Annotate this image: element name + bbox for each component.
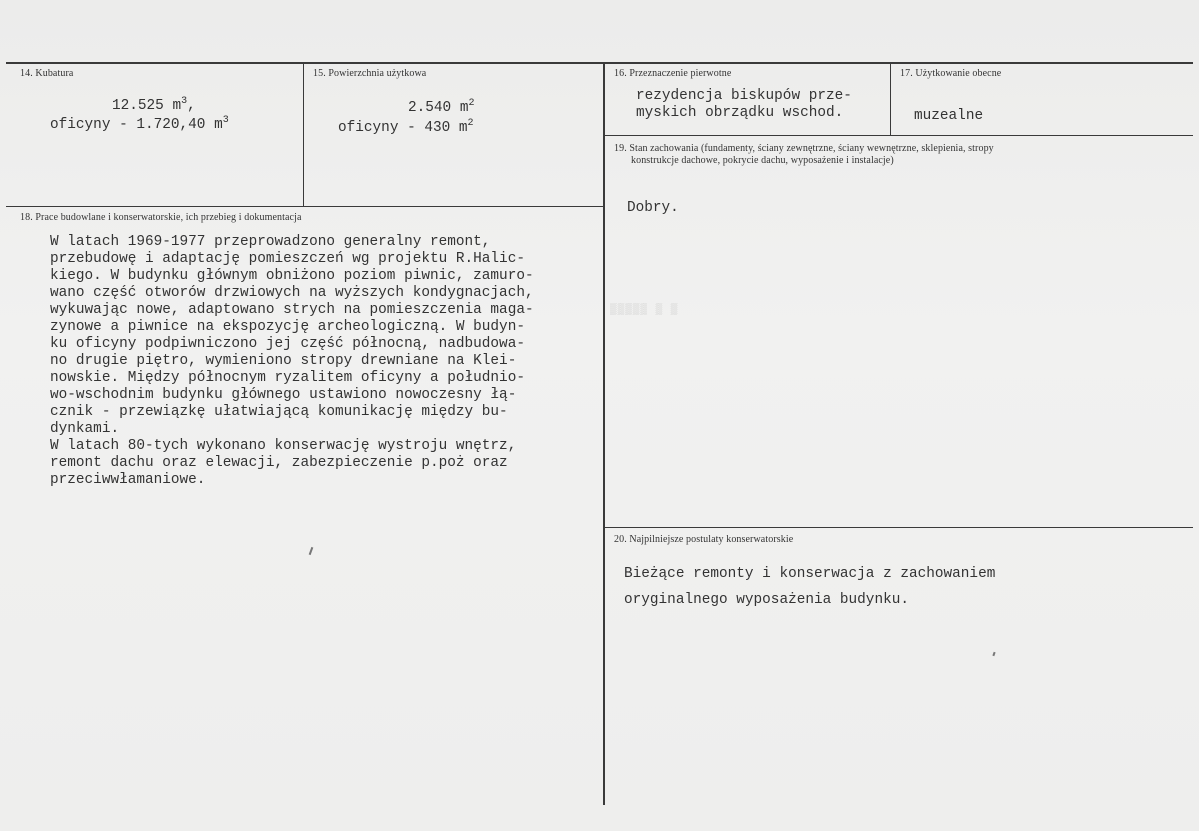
field-18-line: remont dachu oraz elewacji, zabezpieczenie p.poż oraz — [50, 455, 508, 471]
field-19-value: Dobry. — [627, 200, 679, 216]
rule-above-20 — [604, 527, 1193, 528]
field-14-main-suffix: , — [187, 98, 196, 114]
field-20-label: 20. Najpilniejsze postulaty konserwatorskie — [614, 534, 794, 545]
faint-bleed-through-mark: ▒▒▒▒▒ ▒ ▒ — [610, 304, 679, 316]
field-15-sub-sup: 2 — [467, 118, 474, 129]
rule-below-14-15 — [6, 206, 604, 207]
field-18-text-block — [50, 234, 534, 489]
field-14-sub-sup: 3 — [222, 115, 229, 126]
field-16-label: 16. Przeznaczenie pierwotne — [614, 68, 732, 79]
field-18-line: kiego. W budynku głównym obniżono poziom piwnic, zamuro- — [50, 268, 534, 284]
field-15-value-sub — [338, 115, 474, 137]
center-vertical-rule — [603, 63, 605, 805]
field-18-line: wano część otworów drzwiowych na wyższych kondygnacjach, — [50, 285, 534, 301]
field-18-line: no drugie piętro, wymieniono stropy drewniane na Klei- — [50, 353, 517, 369]
divider-16-17 — [890, 63, 891, 135]
field-18-label: 18. Prace budowlane i konserwatorskie, ich przebieg i dokumentacja — [20, 212, 302, 223]
divider-14-15 — [303, 63, 304, 206]
field-14-main-sup: 3 — [181, 96, 188, 107]
field-14-main-text: 12.525 m — [112, 98, 182, 114]
field-18-line: dynkami. — [50, 421, 120, 437]
field-18-line: ku oficyny podpiwniczono jej część północną, nadbudowa- — [50, 336, 525, 352]
field-18-line: W latach 80-tych wykonano konserwację wystroju wnętrz, — [50, 438, 517, 454]
field-19-label-line-2: konstrukcje dachowe, pokrycie dachu, wyposażenie i instalacje) — [631, 155, 894, 166]
top-rule — [6, 62, 1193, 64]
field-17-value: muzealne — [914, 108, 984, 124]
field-19-label-line-1: 19. Stan zachowania (fundamenty, ściany zewnętrzne, ściany wewnętrzne, sklepienia, stropy — [614, 143, 994, 154]
field-17-label: 17. Użytkowanie obecne — [900, 68, 1002, 79]
field-15-main-text: 2.540 m — [408, 100, 469, 116]
field-18-line: przeciwwłamaniowe. — [50, 472, 206, 488]
field-18-line: wo-wschodnim budynku głównego ustawiono nowoczesny łą- — [50, 387, 517, 403]
stray-mark — [992, 652, 995, 656]
rule-below-16-17 — [604, 135, 1193, 136]
field-14-value-sub — [50, 112, 229, 134]
field-15-sub-text: oficyny - 430 m — [338, 120, 468, 136]
field-15-label: 15. Powierzchnia użytkowa — [313, 68, 427, 79]
field-18-line: wykuwając nowe, adaptowano strych na pomieszczenia maga- — [50, 302, 534, 318]
field-16-line-1: rezydencja biskupów prze- — [636, 88, 852, 104]
field-15-main-sup: 2 — [468, 98, 475, 109]
field-14-sub-text: oficyny - 1.720,40 m — [50, 117, 223, 133]
field-18-line: W latach 1969-1977 przeprowadzono generalny remont, — [50, 234, 491, 250]
field-18-line: zynowe a piwnice na ekspozycję archeologiczną. W budyn- — [50, 319, 525, 335]
field-20-line-2: oryginalnego wyposażenia budynku. — [624, 592, 909, 608]
field-15-value-main — [408, 95, 474, 117]
field-16-line-2: myskich obrządku wschod. — [636, 105, 844, 121]
field-14-label: 14. Kubatura — [20, 68, 74, 79]
field-20-line-1: Bieżące remonty i konserwacja z zachowaniem — [624, 566, 996, 582]
stray-mark — [309, 547, 314, 555]
field-18-line: cznik - przewiązkę ułatwiającą komunikację między bu- — [50, 404, 508, 420]
field-18-line: nowskie. Między północnym ryzalitem oficyny a południo- — [50, 370, 525, 386]
field-18-line: przebudowę i adaptację pomieszczeń wg projektu R.Halic- — [50, 251, 525, 267]
